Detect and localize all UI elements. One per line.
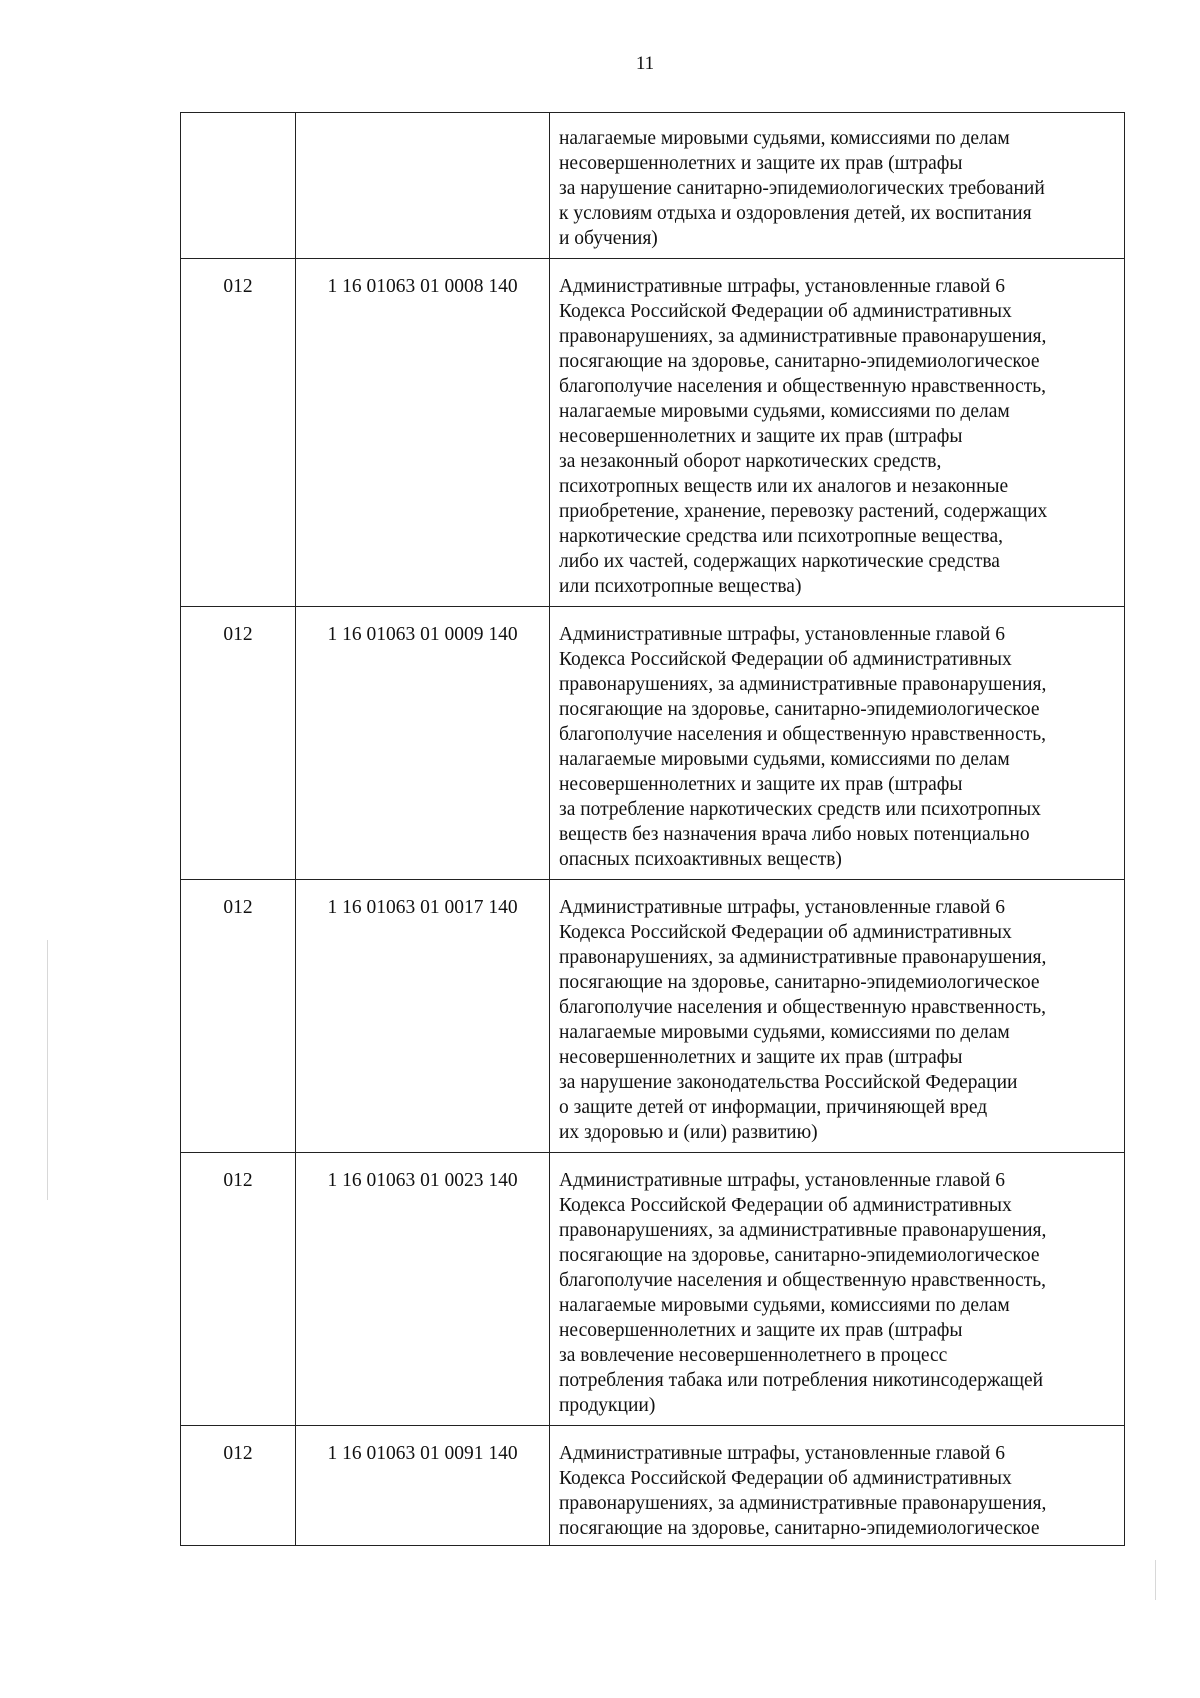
revenue-description-cell: [550, 1153, 1125, 1426]
description-line: правонарушениях, за административные правонарушения,: [559, 674, 1047, 695]
description-line: веществ без назначения врача либо новых потенциально: [559, 824, 1030, 845]
description-line: Административные штрафы, установленные главой 6: [559, 897, 1005, 918]
description-line: опасных психоактивных веществ): [559, 849, 842, 870]
description-line: приобретение, хранение, перевозку растений, содержащих: [559, 501, 1048, 522]
description-line: налагаемые мировыми судьями, комиссиями по делам: [559, 401, 1010, 422]
budget-classification-code-cell: 1 16 01063 01 0017 140: [296, 880, 550, 1153]
budget-classification-code-cell: 1 16 01063 01 0023 140: [296, 1153, 550, 1426]
description-line: благополучие населения и общественную нравственность,: [559, 376, 1047, 397]
table-row: [181, 1426, 1125, 1546]
description-line: продукции): [559, 1395, 656, 1416]
description-line: благополучие населения и общественную нравственность,: [559, 997, 1047, 1018]
description-line: посягающие на здоровье, санитарно-эпидемиологическое: [559, 972, 1040, 993]
table-row: [181, 113, 1125, 259]
revenue-description-cell: [550, 113, 1125, 259]
description-line: правонарушениях, за административные правонарушения,: [559, 326, 1047, 347]
description-line: или психотропные вещества): [559, 576, 802, 597]
description-line: благополучие населения и общественную нравственность,: [559, 724, 1047, 745]
budget-classification-code-cell: [296, 113, 550, 259]
description-line: несовершеннолетних и защите их прав (штрафы: [559, 1320, 963, 1341]
table-row: [181, 259, 1125, 607]
revenue-description-cell: [550, 259, 1125, 607]
table-row: [181, 1153, 1125, 1426]
description-line: Административные штрафы, установленные главой 6: [559, 1443, 1005, 1464]
description-line: благополучие населения и общественную нравственность,: [559, 1270, 1047, 1291]
description-line: налагаемые мировыми судьями, комиссиями по делам: [559, 128, 1010, 149]
administrator-code-cell: [181, 113, 296, 259]
description-line: о защите детей от информации, причиняющей вред: [559, 1097, 988, 1118]
budget-codes-table: [180, 112, 1125, 1546]
description-line: Кодекса Российской Федерации об административных: [559, 649, 1012, 670]
administrator-code-cell: 012: [181, 1153, 296, 1426]
revenue-description-cell: [550, 607, 1125, 880]
administrator-code-cell: 012: [181, 1426, 296, 1546]
description-line: правонарушениях, за административные правонарушения,: [559, 1493, 1047, 1514]
description-line: за вовлечение несовершеннолетнего в процесс: [559, 1345, 948, 1366]
description-line: за потребление наркотических средств или психотропных: [559, 799, 1041, 820]
description-line: правонарушениях, за административные правонарушения,: [559, 1220, 1047, 1241]
description-line: Кодекса Российской Федерации об административных: [559, 1195, 1012, 1216]
description-line: несовершеннолетних и защите их прав (штрафы: [559, 774, 963, 795]
administrator-code-cell: 012: [181, 259, 296, 607]
description-line: Кодекса Российской Федерации об административных: [559, 922, 1012, 943]
revenue-description-cell: [550, 880, 1125, 1153]
description-line: несовершеннолетних и защите их прав (штрафы: [559, 1047, 963, 1068]
description-line: Административные штрафы, установленные главой 6: [559, 624, 1005, 645]
description-line: посягающие на здоровье, санитарно-эпидемиологическое: [559, 1518, 1040, 1539]
revenue-description-cell: [550, 1426, 1125, 1546]
budget-classification-code-cell: 1 16 01063 01 0091 140: [296, 1426, 550, 1546]
page-number: 11: [635, 53, 655, 74]
description-line: их здоровью и (или) развитию): [559, 1122, 818, 1143]
administrator-code-cell: 012: [181, 880, 296, 1153]
description-line: за незаконный оборот наркотических средств,: [559, 451, 942, 472]
scan-artifact-line: [1155, 1560, 1156, 1600]
description-line: потребления табака или потребления никотинсодержащей: [559, 1370, 1044, 1391]
description-line: Административные штрафы, установленные главой 6: [559, 276, 1005, 297]
description-line: за нарушение санитарно-эпидемиологических требований: [559, 178, 1045, 199]
description-line: Кодекса Российской Федерации об административных: [559, 301, 1012, 322]
description-line: правонарушениях, за административные правонарушения,: [559, 947, 1047, 968]
description-line: посягающие на здоровье, санитарно-эпидемиологическое: [559, 1245, 1040, 1266]
scan-artifact-line: [47, 940, 48, 1200]
table-body: [181, 113, 1125, 1546]
budget-classification-code-cell: 1 16 01063 01 0008 140: [296, 259, 550, 607]
description-line: либо их частей, содержащих наркотические средства: [559, 551, 1000, 572]
description-line: налагаемые мировыми судьями, комиссиями по делам: [559, 1022, 1010, 1043]
table-row: [181, 880, 1125, 1153]
description-line: и обучения): [559, 228, 658, 249]
description-line: Кодекса Российской Федерации об административных: [559, 1468, 1012, 1489]
administrator-code-cell: 012: [181, 607, 296, 880]
description-line: несовершеннолетних и защите их прав (штрафы: [559, 153, 963, 174]
description-line: налагаемые мировыми судьями, комиссиями по делам: [559, 749, 1010, 770]
description-line: несовершеннолетних и защите их прав (штрафы: [559, 426, 963, 447]
description-line: Административные штрафы, установленные главой 6: [559, 1170, 1005, 1191]
description-line: налагаемые мировыми судьями, комиссиями по делам: [559, 1295, 1010, 1316]
description-line: посягающие на здоровье, санитарно-эпидемиологическое: [559, 699, 1040, 720]
table-row: [181, 607, 1125, 880]
budget-classification-code-cell: 1 16 01063 01 0009 140: [296, 607, 550, 880]
description-line: наркотические средства или психотропные вещества,: [559, 526, 1004, 547]
description-line: психотропных веществ или их аналогов и незаконные: [559, 476, 1009, 497]
description-line: к условиям отдыха и оздоровления детей, их воспитания: [559, 203, 1032, 224]
description-line: посягающие на здоровье, санитарно-эпидемиологическое: [559, 351, 1040, 372]
description-line: за нарушение законодательства Российской Федерации: [559, 1072, 1018, 1093]
